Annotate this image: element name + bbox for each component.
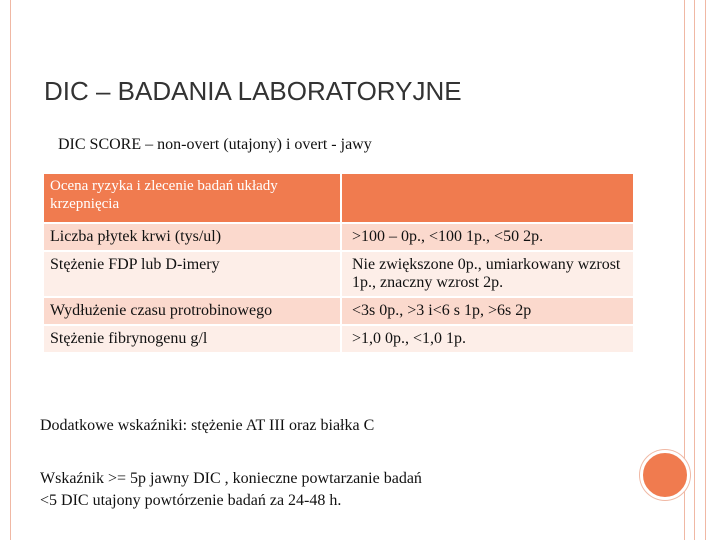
table-row (44, 325, 633, 353)
table-cell-score: <3s 0p., >3 i<6 s 1p, >6s 2p (341, 297, 633, 325)
dic-score-table (44, 174, 633, 354)
decorative-circle (640, 450, 690, 500)
table-cell-criterion: Wydłużenie czasu protrobinowego (44, 297, 341, 325)
table-row (44, 223, 633, 251)
table-cell-score: >1,0 0p., <1,0 1p. (341, 325, 633, 353)
table-header-cell: Ocena ryzyka i zlecenie badań układy krzepnięcia (44, 174, 341, 223)
table-cell-criterion: Stężenie FDP lub D-imery (44, 251, 341, 297)
table-header-row (44, 174, 633, 223)
interpretation-line: <5 DIC utajony powtórzenie badań za 24-48 h. (40, 492, 342, 509)
additional-indicators-text: Dodatkowe wskaźniki: stężenie AT III oraz białka C (40, 417, 375, 434)
table-cell-score: >100 – 0p., <100 1p., <50 2p. (341, 223, 633, 251)
table-cell-criterion: Stężenie fibrynogenu g/l (44, 325, 341, 353)
table-cell-criterion: Liczba płytek krwi (tys/ul) (44, 223, 341, 251)
interpretation-text (40, 468, 422, 512)
table-cell-score: Nie zwiększone 0p., umiarkowany wzrost 1p., znaczny wzrost 2p. (341, 251, 633, 297)
table-header-cell (341, 174, 633, 223)
decorative-line (694, 0, 695, 540)
slide-title: DIC – BADANIA LABORATORYJNE (44, 76, 462, 106)
table-row (44, 297, 633, 325)
table-row (44, 251, 633, 297)
slide-subtitle: DIC SCORE – non-overt (utajony) i overt - jawy (58, 136, 372, 153)
interpretation-line: Wskaźnik >= 5p jawny DIC , konieczne powtarzanie badań (40, 470, 422, 487)
